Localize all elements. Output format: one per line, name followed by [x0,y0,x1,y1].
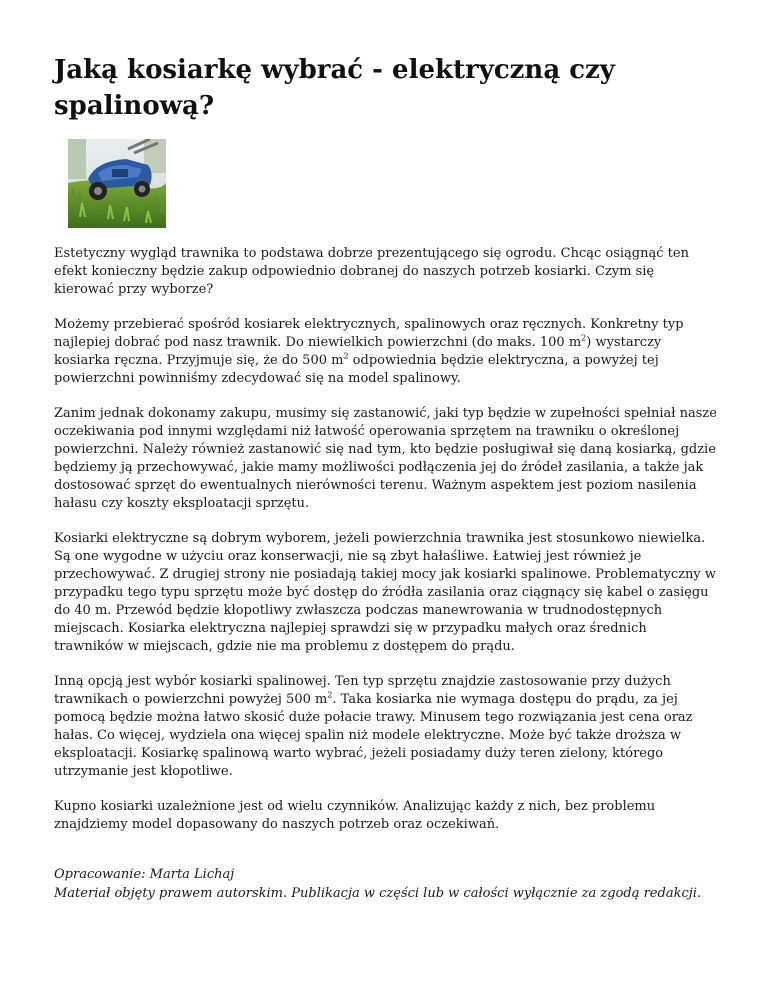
article-title: Jaką kosiarkę wybrać - elektryczną czy spalinową? [54,55,615,121]
article-body [54,245,718,851]
lawn-mower-photo [68,139,166,228]
copyright-notice: Materiał objęty prawem autorskim. Publikacja w części lub w całości wyłącznie za zgodą redakcji. [54,886,702,901]
paragraph: Kupno kosiarki uzależnione jest od wielu czynników. Analizując każdy z nich, bez problemu znajdziemy model dopasowany do naszych potrzeb oraz oczekiwań. [54,799,656,832]
author-line: Opracowanie: Marta Lichaj [54,867,235,882]
paragraph: Zanim jednak dokonamy zakupu, musimy się zastanowić, jaki typ będzie w zupełności spełniał nasze oczekiwania pod innymi względami niż łatwość operowania sprzętem na trawniku o określonej powierzchni. Należy również zastanowić się nad tym, kto będzie posługiwał się daną kosiarką, gdzie będziemy ją przechowywać, jakie mamy możliwości podłączenia jej do źródeł zasilania, a także jak dostosować sprzęt do ewentualnych nierówności terenu. Ważnym aspektem jest poziom nasilenia hałasu czy koszty eksploatacji sprzętu. [54,406,717,511]
paragraph: Estetyczny wygląd trawnika to podstawa dobrze prezentującego się ogrodu. Chcąc osiągnąć ten efekt konieczny będzie zakup odpowiednio dobranej do naszych potrzeb kosiarki. Czym się kierować przy wyborze? [54,246,689,297]
paragraph: Możemy przebierać spośród kosiarek elektrycznych, spalinowych oraz ręcznych. Konkretny typ najlepiej dobrać pod nasz trawnik. Do niewielkich powierzchni (do maks. 100 $m^2$) wystarczy kosiarka ręczna. Przyjmuje się, że do 500 $m^2$ odpowiednia będzie elektryczna, a powyżej tej powierzchni powinniśmy zdecydować się na model spalinowy. [54,317,684,386]
article-credits [54,865,734,903]
paragraph: Kosiarki elektryczne są dobrym wyborem, jeżeli powierzchnia trawnika jest stosunkowo niewielka. Są one wygodne w użyciu oraz konserwacji, nie są zbyt hałaśliwe. Łatwiej jest również je przechowywać. Z drugiej strony nie posiadają takiej mocy jak kosiarki spalinowe. Problematyczny w przypadku tego typu sprzętu może być dostęp do źródła zasilania oraz ciągnący się kabel o zasięgu do 40 m. Przewód będzie kłopotliwy zwłaszcza podczas manewrowania w trudnodostępnych miejscach. Kosiarka elektryczna najlepiej sprawdzi się w przypadku małych oraz średnich trawników w miejscach, gdzie nie ma problemu z dostępem do prądu. [54,531,717,654]
paragraph: Inną opcją jest wybór kosiarki spalinowej. Ten typ sprzętu znajdzie zastosowanie przy dużych trawnikach o powierzchni powyżej 500 $m^2$. Taka kosiarka nie wymaga dostępu do prądu, za jej pomocą będzie można łatwo skosić duże połacie trawy. Minusem tego rozwiązania jest cena oraz hałas. Co więcej, wydziela ona więcej spalin niż modele elektryczne. Może być także droższa w eksploatacji. Kosiarkę spalinową warto wybrać, jeżeli posiadamy duży teren zielony, którego utrzymanie jest kłopotliwe. [54,674,693,779]
